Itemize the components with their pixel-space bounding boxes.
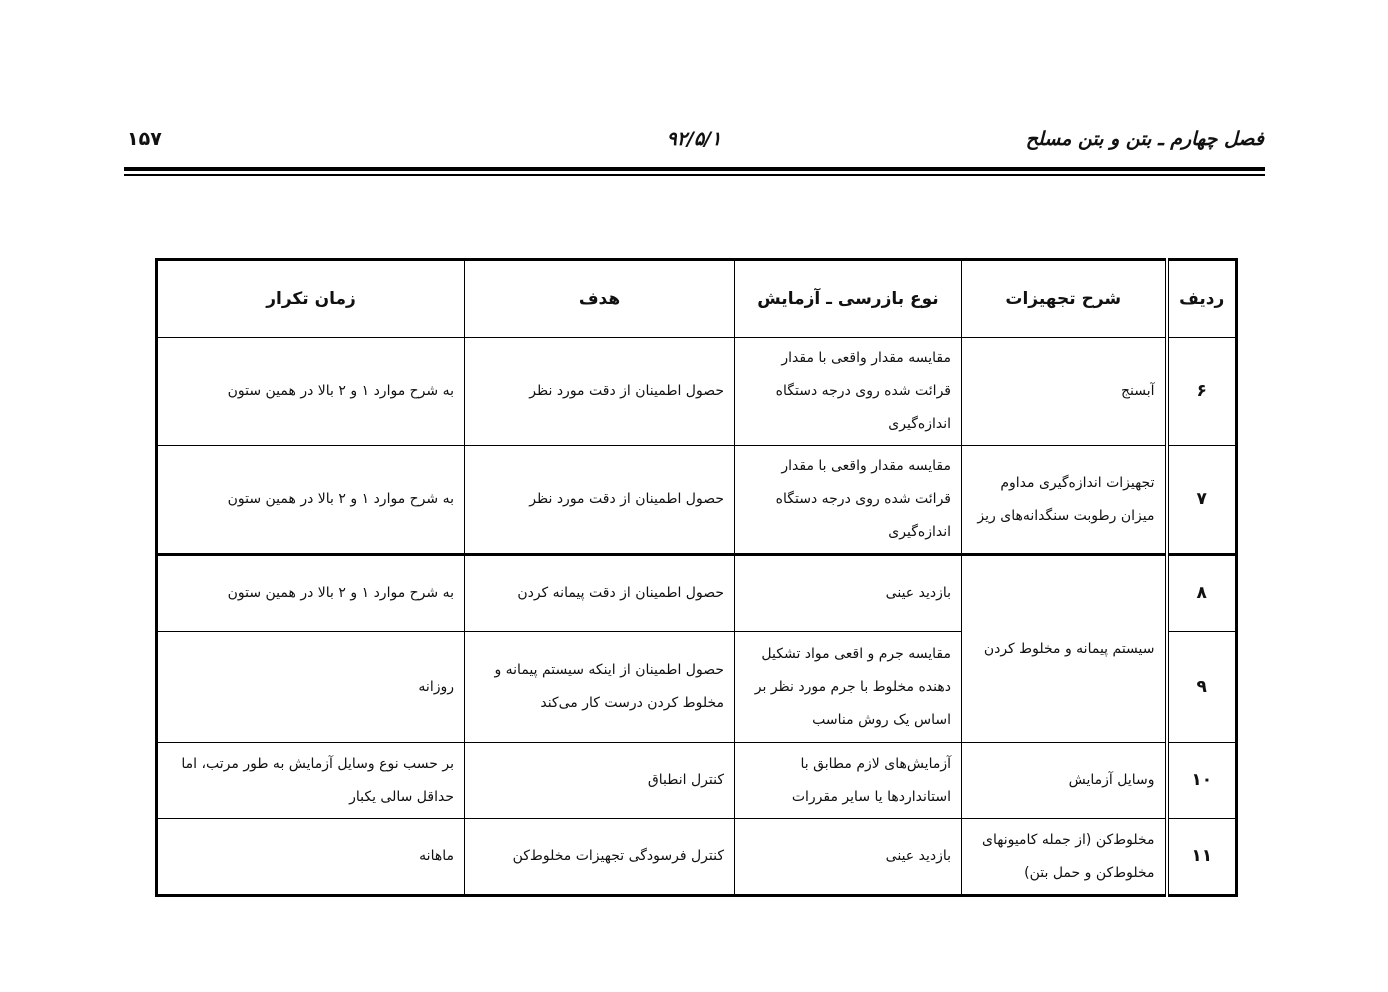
col-header-equipment: شرح تجهیزات bbox=[962, 260, 1167, 338]
document-date: ۹۲/۵/۱ bbox=[666, 128, 722, 150]
header-rule-thin bbox=[124, 174, 1265, 176]
inspection-cell: بازدید عینی bbox=[735, 555, 962, 632]
page-number: ۱۵۷ bbox=[127, 128, 162, 150]
equipment-cell: سیستم پیمانه و مخلوط کردن bbox=[962, 555, 1167, 743]
row-number: ۶ bbox=[1167, 338, 1237, 446]
purpose-cell: حصول اطمینان از دقت پیمانه کردن bbox=[465, 555, 735, 632]
frequency-cell: بر حسب نوع وسایل آزمایش به طور مرتب، اما حداقل سالی یکبار bbox=[157, 743, 465, 819]
row-number: ۸ bbox=[1167, 555, 1237, 632]
inspection-cell: مقایسه مقدار واقعی با مقدار قرائت شده روی درجه دستگاه اندازه‌گیری bbox=[735, 446, 962, 555]
table-row bbox=[157, 446, 1237, 555]
col-header-purpose: هدف bbox=[465, 260, 735, 338]
frequency-cell: به شرح موارد ۱ و ۲ بالا در همین ستون bbox=[157, 338, 465, 446]
table-row bbox=[157, 338, 1237, 446]
inspection-cell: آزمایش‌های لازم مطابق با استانداردها یا سایر مقررات bbox=[735, 743, 962, 819]
table-header-row bbox=[157, 260, 1237, 338]
col-header-row-number: ردیف bbox=[1167, 260, 1237, 338]
header-rule-thick bbox=[124, 167, 1265, 171]
col-header-inspection: نوع بازرسی ـ آزمایش bbox=[735, 260, 962, 338]
purpose-cell: حصول اطمینان از دقت مورد نظر bbox=[465, 338, 735, 446]
purpose-cell: کنترل انطباق bbox=[465, 743, 735, 819]
col-header-frequency: زمان تکرار bbox=[157, 260, 465, 338]
table-row bbox=[157, 819, 1237, 896]
equipment-cell: وسایل آزمایش bbox=[962, 743, 1167, 819]
table-row bbox=[157, 555, 1237, 632]
purpose-cell: حصول اطمینان از دقت مورد نظر bbox=[465, 446, 735, 555]
table-row bbox=[157, 743, 1237, 819]
row-number: ۱۱ bbox=[1167, 819, 1237, 896]
purpose-cell: کنترل فرسودگی تجهیزات مخلوط‌کن bbox=[465, 819, 735, 896]
frequency-cell: روزانه bbox=[157, 632, 465, 743]
inspection-cell: مقایسه مقدار واقعی با مقدار قرائت شده روی درجه دستگاه اندازه‌گیری bbox=[735, 338, 962, 446]
row-number: ۷ bbox=[1167, 446, 1237, 555]
chapter-title: فصل چهارم ـ بتن و بتن مسلح bbox=[1025, 128, 1264, 150]
equipment-cell: تجهیزات اندازه‌گیری مداوم میزان رطوبت سنگدانه‌های ریز bbox=[962, 446, 1167, 555]
row-number: ۱۰ bbox=[1167, 743, 1237, 819]
equipment-inspection-table bbox=[155, 258, 1238, 897]
inspection-cell: مقایسه جرم و اقعی مواد تشکیل دهنده مخلوط با جرم مورد نظر بر اساس یک روش مناسب bbox=[735, 632, 962, 743]
frequency-cell: ماهانه bbox=[157, 819, 465, 896]
row-number: ۹ bbox=[1167, 632, 1237, 743]
purpose-cell: حصول اطمینان از اینکه سیستم پیمانه و مخلوط کردن درست کار می‌کند bbox=[465, 632, 735, 743]
frequency-cell: به شرح موارد ۱ و ۲ بالا در همین ستون bbox=[157, 446, 465, 555]
frequency-cell: به شرح موارد ۱ و ۲ بالا در همین ستون bbox=[157, 555, 465, 632]
inspection-cell: بازدید عینی bbox=[735, 819, 962, 896]
equipment-cell: آبسنج bbox=[962, 338, 1167, 446]
equipment-cell: مخلوط‌کن (از جمله کامیونهای مخلوط‌کن و حمل بتن) bbox=[962, 819, 1167, 896]
